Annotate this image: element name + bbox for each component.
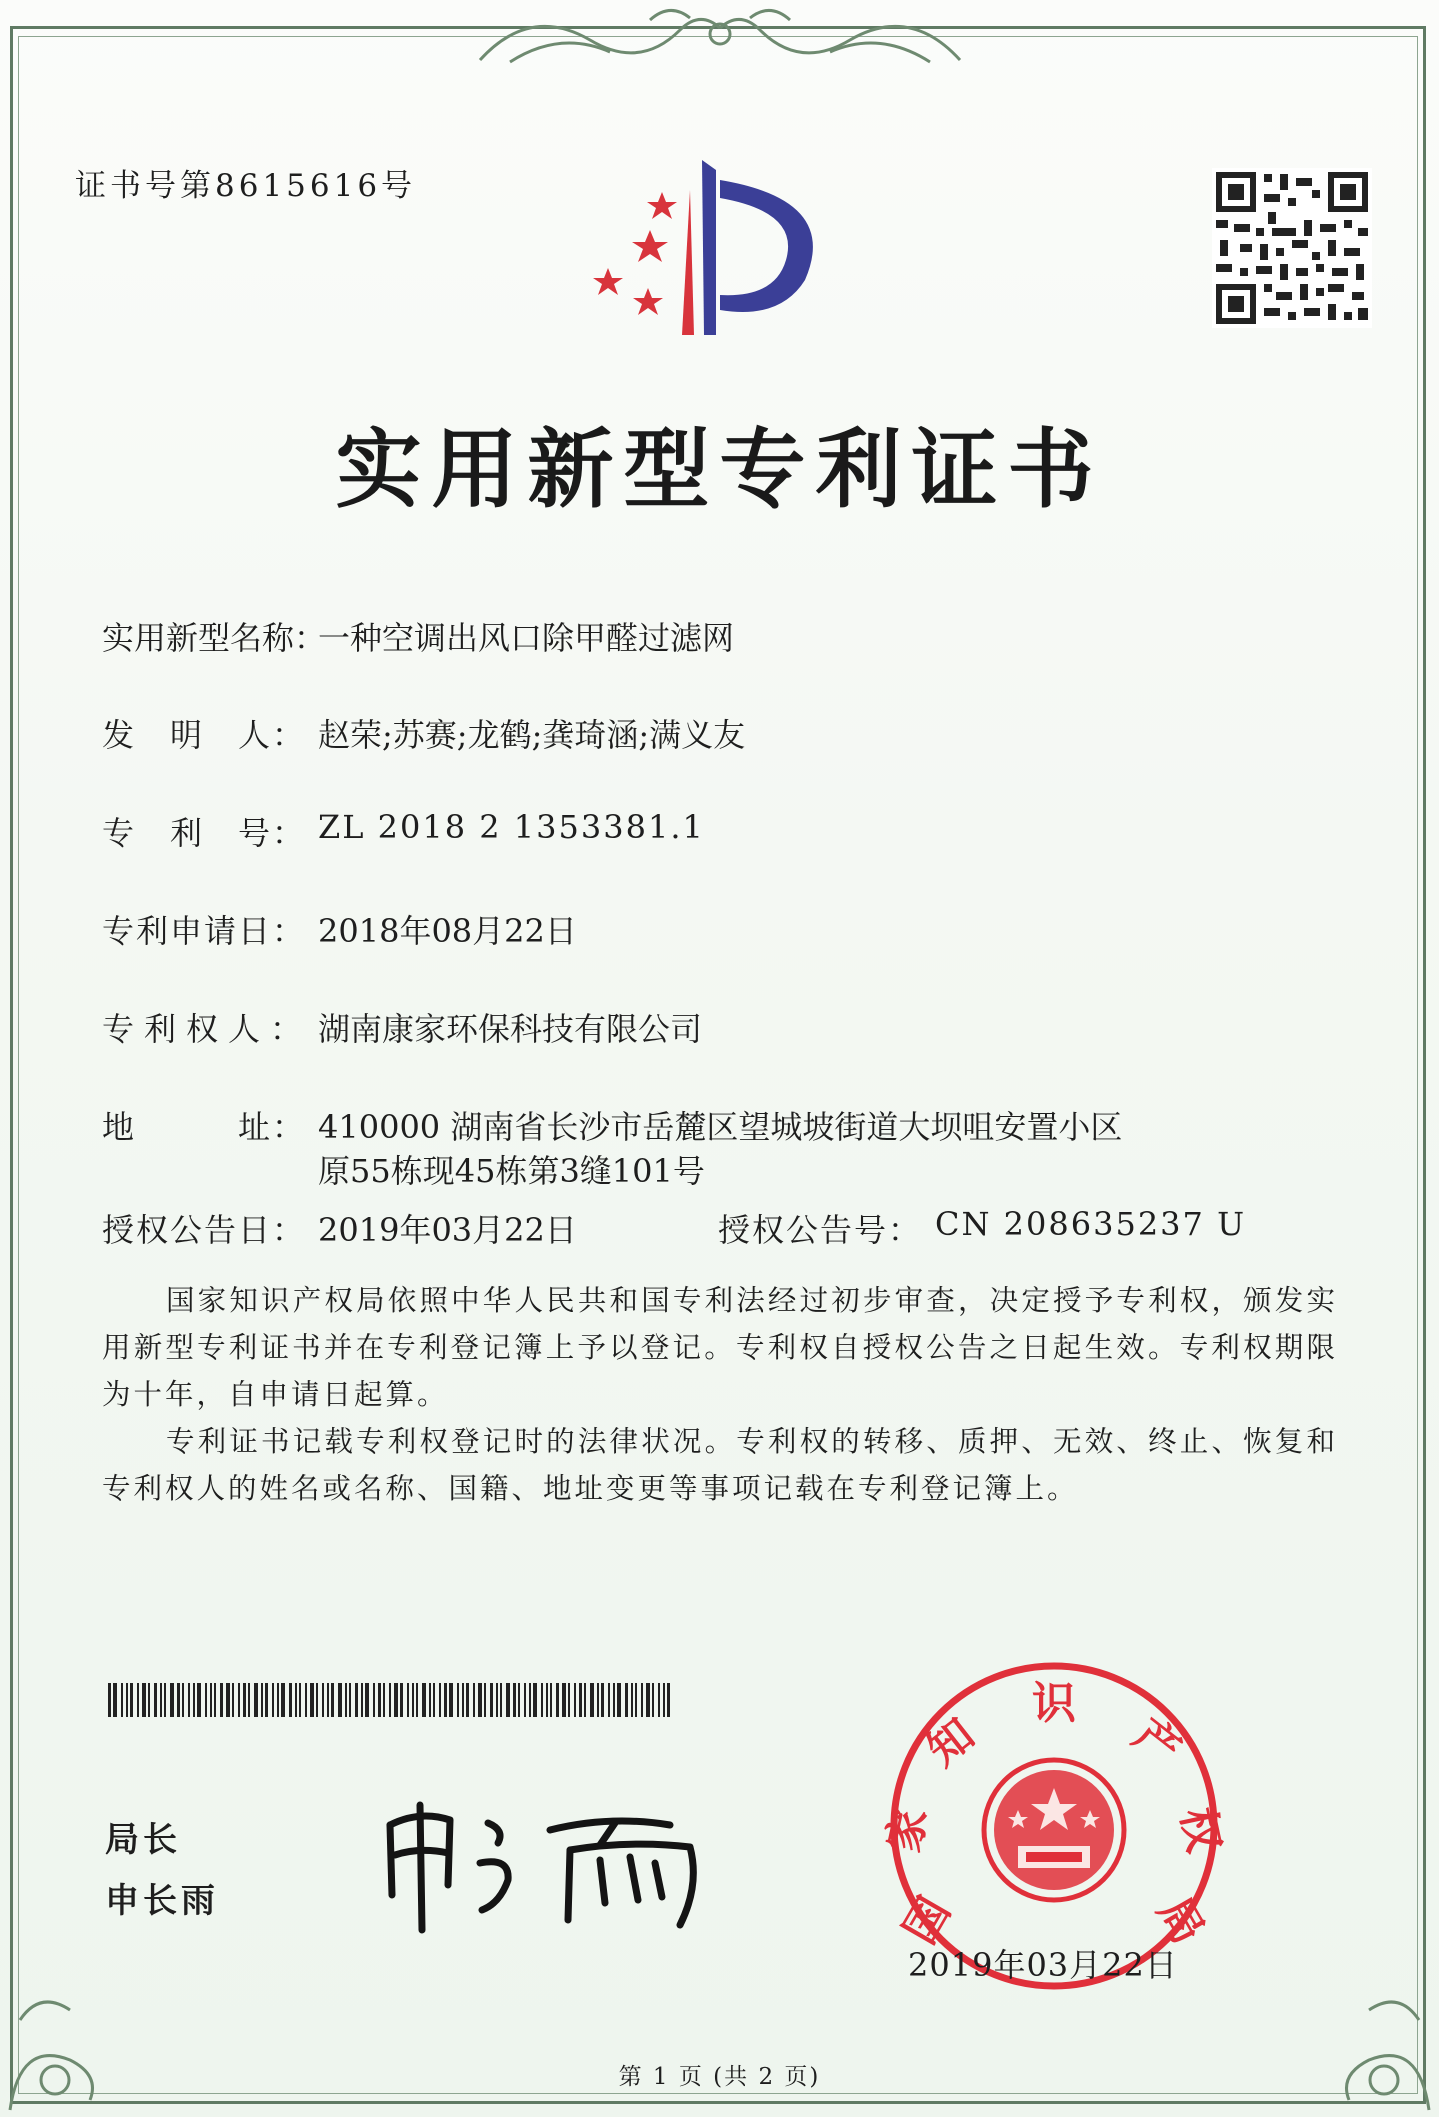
- barcode: [108, 1683, 670, 1717]
- seal-date: 2019年03月22日: [908, 1946, 1178, 1984]
- svg-text:产: 产: [1123, 1708, 1190, 1777]
- svg-text:局: 局: [1147, 1888, 1214, 1953]
- director-name: 申长雨: [105, 1881, 219, 1921]
- certificate-statement: [102, 1277, 1338, 1512]
- patent-holder-value: 湖南康家环保科技有限公司: [318, 1010, 703, 1048]
- grant-number-value: CN 208635237 U: [935, 1205, 1247, 1243]
- patent-number-value: ZL 2018 2 1353381.1: [318, 808, 705, 846]
- corner-ornament-bottom-right: [1319, 1960, 1439, 2117]
- corner-ornament-bottom-left: [0, 1960, 120, 2117]
- address-label: 地 址：: [102, 1108, 307, 1146]
- utility-model-name-value: 一种空调出风口除甲醛过滤网: [318, 619, 735, 657]
- statement-paragraph-1: 国家知识产权局依照中华人民共和国专利法经过初步审查，决定授予专利权，颁发实用新型专利证书并在专利登记簿上予以登记。专利权自授权公告之日起生效。专利权期限为十年，自申请日起算。: [102, 1284, 1338, 1411]
- inventor-label: 发 明 人：: [102, 716, 307, 754]
- address-line-1: 410000 湖南省长沙市岳麓区望城坡街道大坝咀安置小区: [318, 1108, 1123, 1146]
- patent-holder-label: 专利权人：: [102, 1010, 313, 1048]
- svg-text:家: 家: [878, 1803, 938, 1857]
- application-date-label: 专利申请日：: [102, 912, 307, 950]
- handwritten-signature: [370, 1785, 730, 1935]
- certificate-title: 实用新型专利证书: [335, 420, 1104, 520]
- qr-code: [1212, 168, 1372, 328]
- address-line-2: 原55栋现45栋第3缝101号: [318, 1152, 705, 1190]
- certificate-number: 证书号第8615616号: [75, 168, 417, 204]
- utility-model-name-label: 实用新型名称：: [102, 619, 327, 657]
- svg-text:国: 国: [894, 1888, 961, 1953]
- top-ornament: [470, 0, 970, 80]
- grant-number-label: 授权公告号：: [718, 1211, 923, 1249]
- statement-paragraph-2: 专利证书记载专利权登记时的法律状况。专利权的转移、质押、无效、终止、恢复和专利权人的姓名或名称、国籍、地址变更等事项记载在专利登记簿上。: [102, 1425, 1338, 1505]
- director-title: 局长: [105, 1820, 181, 1860]
- inventor-value: 赵荣;苏赛;龙鹤;龚琦涵;满义友: [318, 716, 746, 754]
- svg-text:识: 识: [1032, 1678, 1076, 1729]
- patent-office-logo: [590, 150, 850, 350]
- svg-text:权: 权: [1170, 1803, 1230, 1857]
- grant-date-value: 2019年03月22日: [318, 1211, 577, 1249]
- patent-number-label: 专 利 号：: [102, 814, 307, 852]
- svg-text:知: 知: [918, 1708, 985, 1777]
- application-date-value: 2018年08月22日: [318, 912, 577, 950]
- grant-date-label: 授权公告日：: [102, 1211, 307, 1249]
- national-emblem-icon: [984, 1760, 1124, 1900]
- page-number: 第 1 页 (共 2 页): [618, 2064, 821, 2090]
